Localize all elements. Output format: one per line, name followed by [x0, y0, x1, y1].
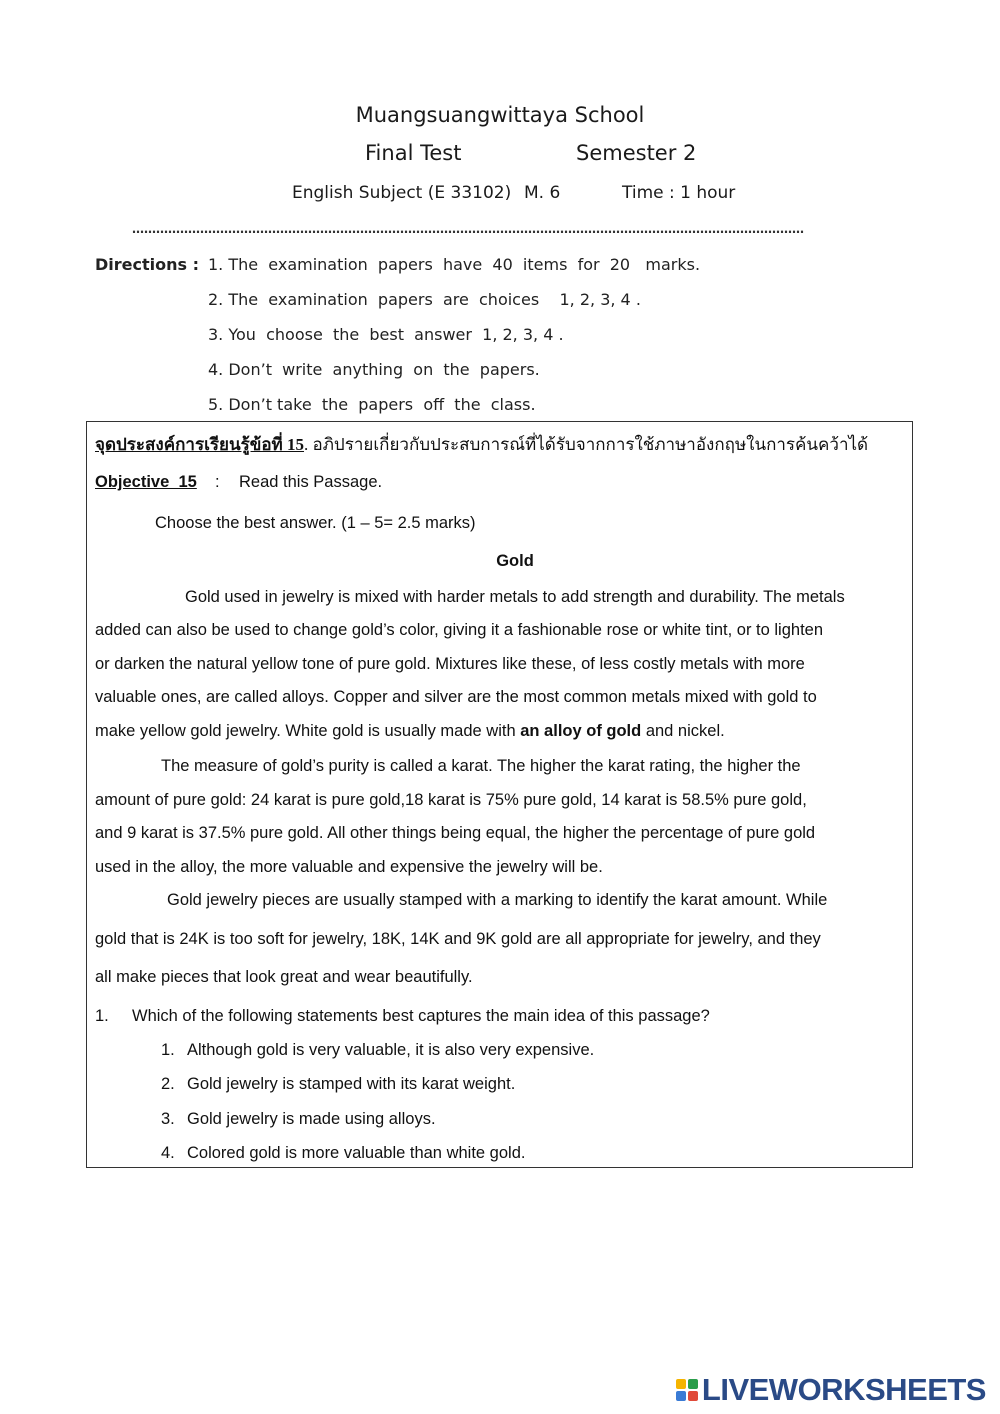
option-text[interactable]: Gold jewelry is made using alloys.: [187, 1110, 436, 1128]
passage-line: valuable ones, are called alloys. Copper and silver are the most common metals mixed with gold to: [95, 688, 817, 706]
option-number: 3.: [161, 1110, 175, 1128]
school-name: Muangsuangwittaya School: [355, 103, 645, 127]
objective-separator: :: [215, 473, 220, 491]
passage-line: and 9 karat is 37.5% pure gold. All other things being equal, the higher the percentage of pure gold: [95, 824, 816, 842]
instruction-text: Choose the best answer. (1 – 5= 2.5 marks): [155, 514, 476, 532]
passage-line: The measure of gold’s purity is called a karat. The higher the karat rating, the higher the: [161, 757, 801, 775]
passage-title: Gold: [496, 552, 534, 570]
direction-item: 4. Don’t write anything on the papers.: [208, 360, 540, 379]
objective-label: Objective 15: [95, 473, 197, 491]
option-text[interactable]: Gold jewelry is stamped with its karat weight.: [187, 1075, 516, 1093]
passage-line: used in the alloy, the more valuable and expensive the jewelry will be.: [95, 858, 603, 876]
passage-line: [95, 722, 725, 741]
direction-item: 3. You choose the best answer 1, 2, 3, 4 .: [208, 325, 564, 344]
question-number: 1.: [95, 1007, 109, 1025]
passage-line: all make pieces that look great and wear beautifully.: [95, 968, 473, 986]
subject-label: English Subject (E 33102): [292, 183, 512, 203]
logo-square: [688, 1391, 698, 1401]
logo-square: [676, 1379, 686, 1389]
direction-item: 2. The examination papers are choices 1, 2, 3, 4 .: [208, 290, 641, 309]
option-number: 1.: [161, 1041, 175, 1059]
thai-objective: [95, 431, 868, 458]
liveworksheets-wordmark: LIVEWORKSHEETS: [701, 1372, 986, 1407]
option-number: 4.: [161, 1144, 175, 1162]
passage-line: Gold used in jewelry is mixed with harder metals to add strength and durability. The metals: [185, 588, 845, 606]
passage-line: gold that is 24K is too soft for jewelry, 18K, 14K and 9K gold are all appropriate for jewelry, and they: [95, 930, 821, 948]
passage-text: and nickel.: [641, 722, 725, 740]
option-text[interactable]: Although gold is very valuable, it is also very expensive.: [187, 1041, 595, 1059]
passage-line: amount of pure gold: 24 karat is pure gold,18 karat is 75% pure gold, 14 karat is 58.5% pure gold,: [95, 791, 807, 809]
dotted-divider: ……………………………………………………………………………………………………………………………………………………: [132, 222, 804, 234]
directions-label: Directions :: [95, 255, 199, 274]
question-text: Which of the following statements best captures the main idea of this passage?: [132, 1007, 710, 1025]
objective-text: Read this Passage.: [239, 473, 383, 491]
semester-label: Semester 2: [576, 141, 697, 165]
logo-square: [676, 1391, 686, 1401]
direction-item: 1. The examination papers have 40 items for 20 marks.: [208, 255, 701, 274]
direction-item: 5. Don’t take the papers off the class.: [208, 395, 536, 414]
liveworksheets-logo[interactable]: [676, 1372, 986, 1408]
thai-objective-text: . อภิปรายเกี่ยวกับประสบการณ์ที่ได้รับจากการใช้ภาษาอังกฤษในการค้นคว้าได้: [304, 435, 869, 454]
passage-text: make yellow gold jewelry. White gold is usually made with: [95, 722, 521, 740]
test-title: Final Test: [365, 141, 462, 165]
option-number: 2.: [161, 1075, 175, 1093]
passage-line: added can also be used to change gold’s color, giving it a fashionable rose or white tint, or to lighten: [95, 621, 824, 639]
option-text[interactable]: Colored gold is more valuable than white gold.: [187, 1144, 526, 1162]
logo-square: [688, 1379, 698, 1389]
passage-line: Gold jewelry pieces are usually stamped with a marking to identify the karat amount. While: [167, 891, 828, 909]
passage-line: or darken the natural yellow tone of pure gold. Mixtures like these, of less costly metals with more: [95, 655, 805, 673]
passage-bold-phrase: an alloy of gold: [520, 722, 642, 740]
grade-label: M. 6: [524, 183, 561, 203]
thai-objective-label: จุดประสงค์การเรียนรู้ข้อที่ 15: [95, 435, 305, 454]
time-label: Time : 1 hour: [622, 183, 736, 203]
liveworksheets-logo-icon: [676, 1379, 698, 1401]
